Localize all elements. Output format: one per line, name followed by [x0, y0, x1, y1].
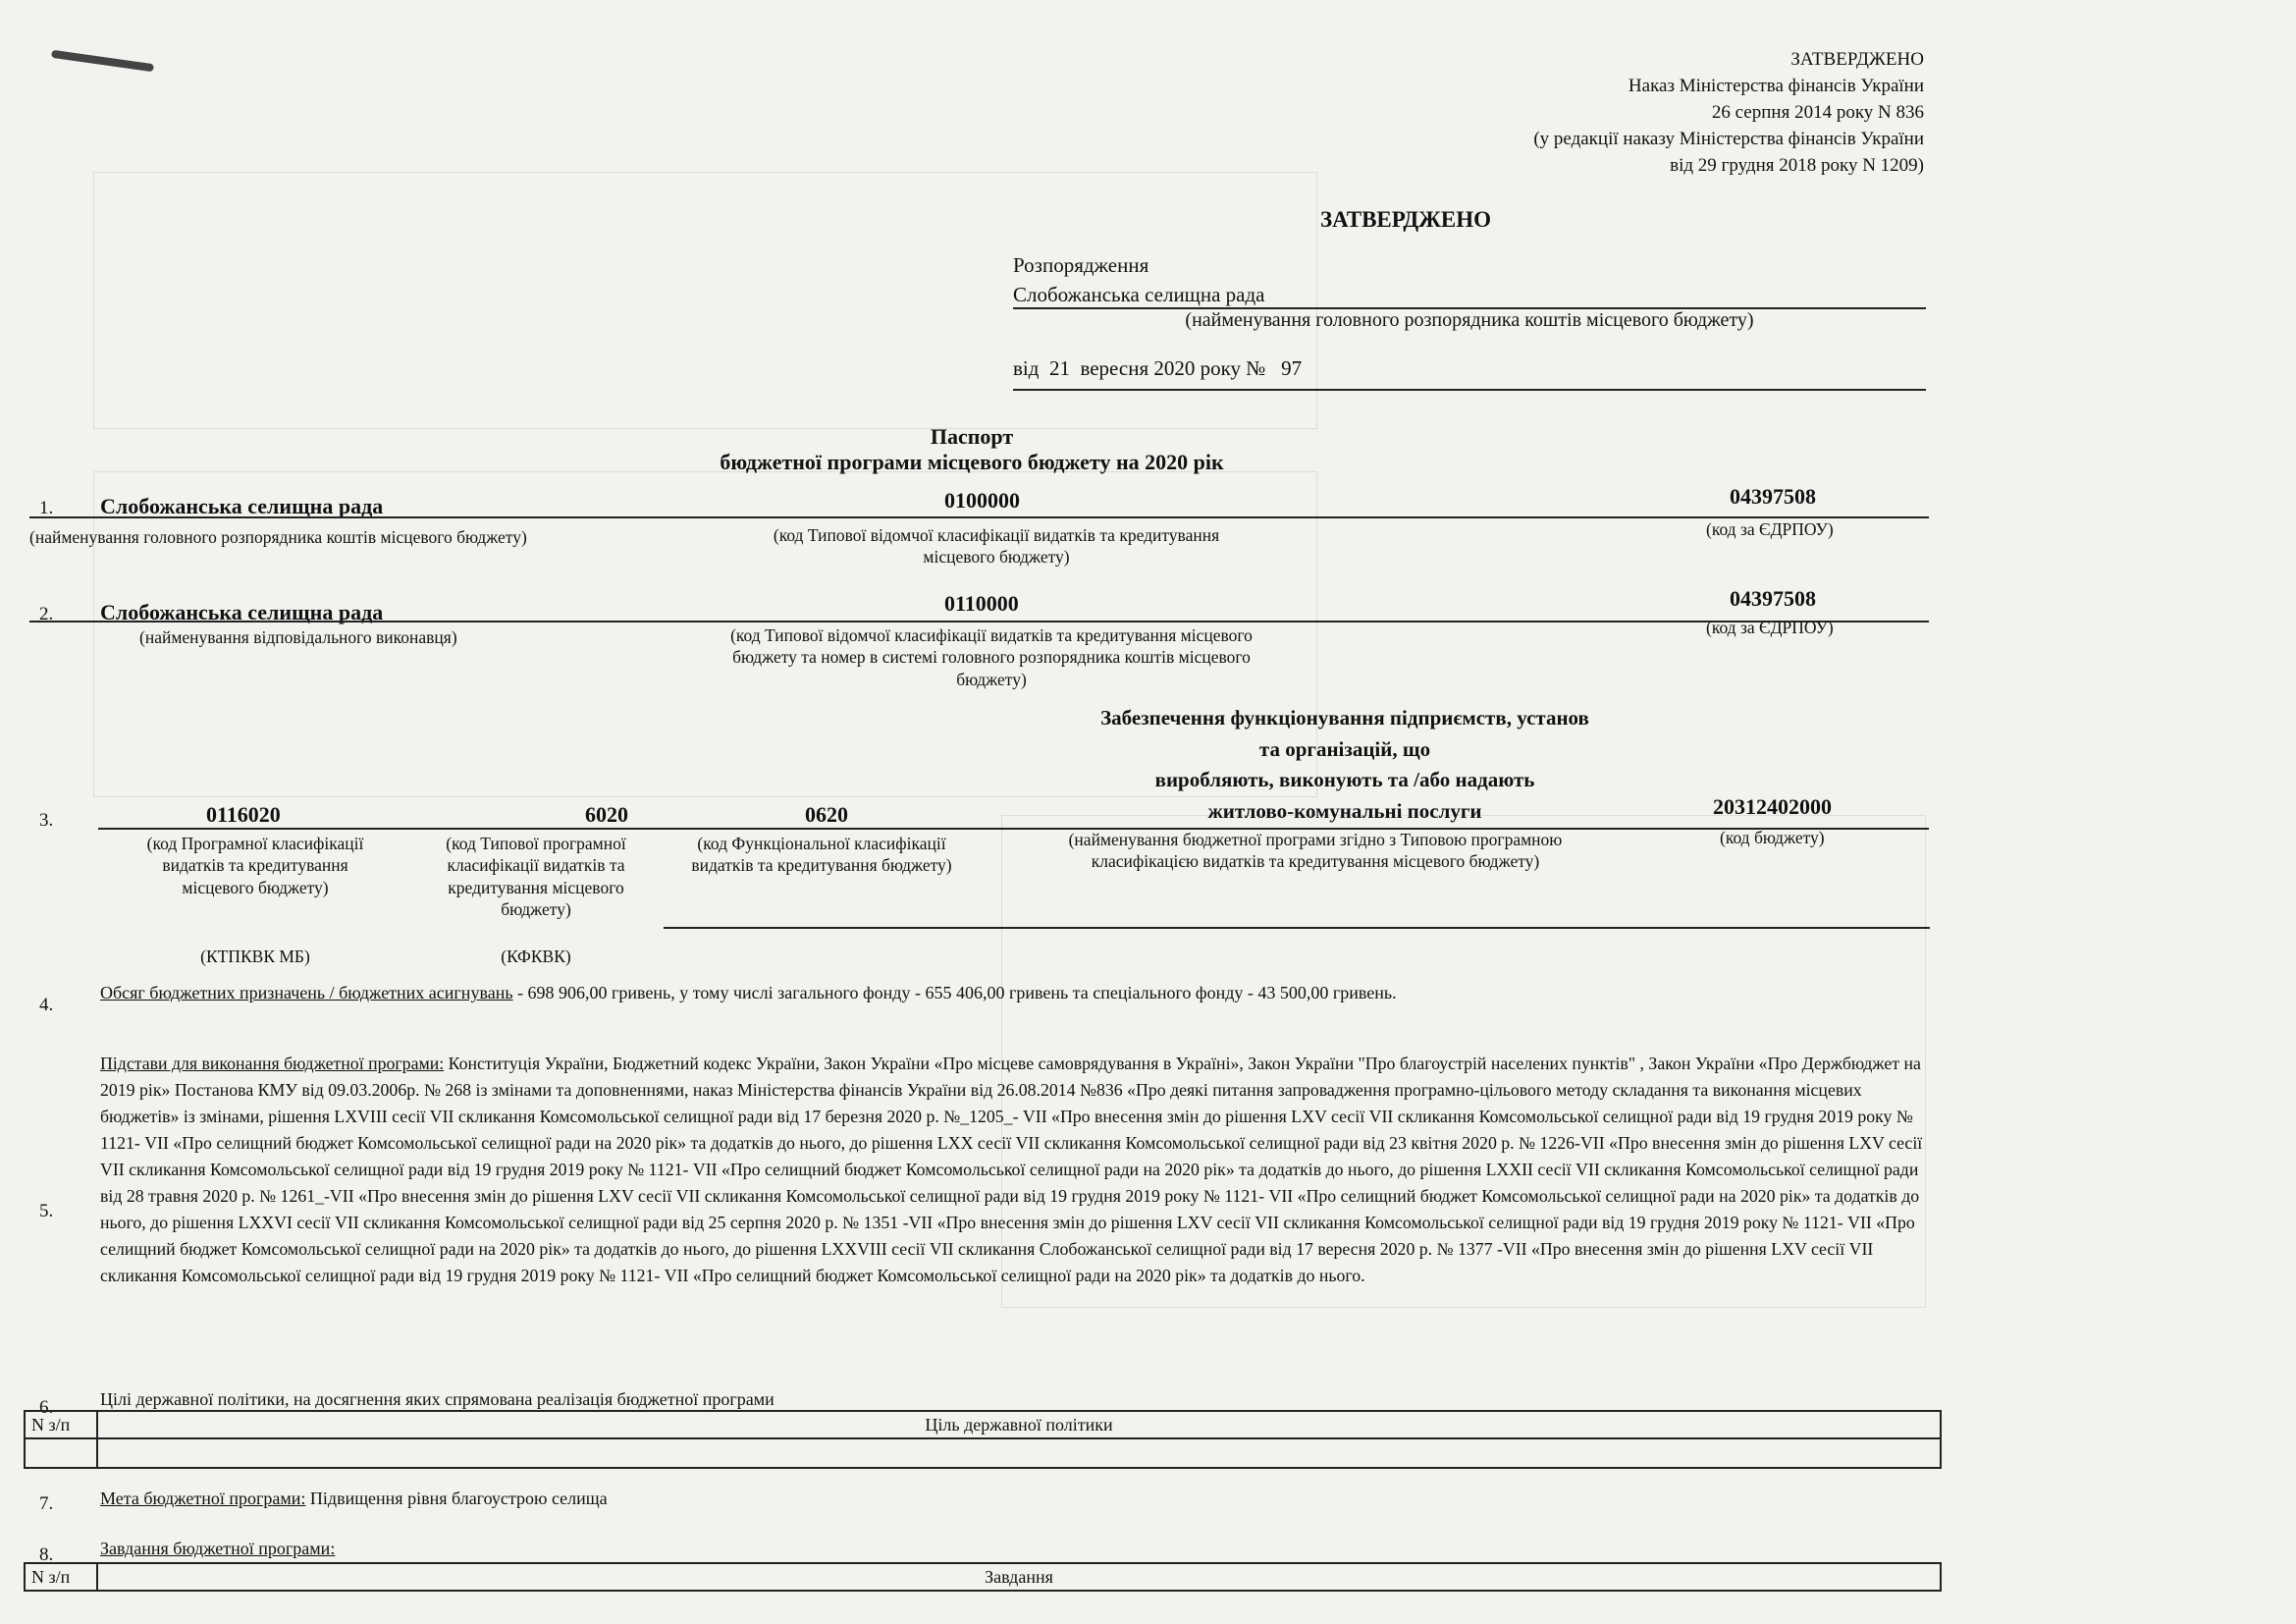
caption-line: (код Програмної класифікації — [146, 834, 364, 853]
date-number: 97 — [1281, 356, 1303, 380]
caption-line: бюджету) — [501, 899, 571, 920]
approval-line: (у редакції наказу Міністерства фінансів України — [1533, 128, 1924, 149]
tasks-col-num: N з/п — [25, 1563, 97, 1591]
row2-edrpou: 04397508 — [1730, 586, 1816, 611]
table-row — [25, 1411, 1941, 1438]
caption-line: (найменування бюджетної програми згідно з Типовою програмною — [1068, 830, 1563, 849]
caption-line: (код Функціональної класифікації — [697, 834, 946, 853]
row-number: 3. — [39, 810, 54, 831]
row2-name-caption: (найменування відповідального виконавця) — [139, 627, 457, 647]
approved-org-caption: (найменування головного розпорядника коштів місцевого бюджету) — [1185, 309, 1754, 331]
goals-col-goal: Ціль державної політики — [97, 1411, 1941, 1438]
row-number: 6. — [39, 1397, 54, 1418]
row6-label: Цілі державної політики, на досягнення яких спрямована реалізація бюджетної програми — [100, 1389, 774, 1409]
caption-line: (код Типової відомчої класифікації видатків та кредитування місцевого — [730, 625, 1253, 645]
date-prefix: від — [1013, 356, 1040, 380]
row3-tpkvk: 6020 — [585, 802, 628, 827]
divider — [664, 927, 1930, 929]
row1-edrpou-caption: (код за ЄДРПОУ) — [1706, 519, 1834, 539]
row-number: 4. — [39, 995, 54, 1015]
row4-label: Обсяг бюджетних призначень / бюджетних асигнувань — [100, 983, 513, 1002]
row1-edrpou: 04397508 — [1730, 484, 1816, 509]
caption-line: класифікацією видатків та кредитування місцевого бюджету) — [1091, 851, 1540, 872]
approval-line: 26 серпня 2014 року N 836 — [1711, 101, 1924, 123]
approval-line: від 29 грудня 2018 року N 1209) — [1670, 154, 1924, 176]
row3-ktpkvk-abbr: (КТПКВК МБ) — [200, 947, 310, 966]
row-number: 1. — [39, 498, 54, 518]
caption-line: (код Типової програмної — [446, 834, 626, 853]
tasks-col-task: Завдання — [97, 1563, 1941, 1591]
caption-line: (код Типової відомчої класифікації видатків та кредитування — [773, 525, 1220, 545]
row-number: 8. — [39, 1544, 54, 1565]
row5-text: Конституція України, Бюджетний кодекс України, Закон України «Про місцеве самоврядування в Україні», Закон України "Про благоустрій населених пунктів" , Закон України «Про Держбюджет на 2019 рік» Постанова КМУ від 09.03.2006р. № 268 із змінами та доповненнями, наказ Міністерства фінансів України від 26.08.2014 №836 «Про деякі питання запровадження програмно-цільового методу складання та виконання місцевих бюджетів» із змінами, рішення LXVIII сесії VII скликання Комсомольської селищної ради від 17 березня 2020 р. №_1205_- VII «Про внесення змін до рішення LXV сесії VII скликання Комсомольської селищної ради від 19 грудня 2019 року № 1121- VII «Про селищний бюджет Комсомольської селищної ради на 2020 рік» та додатків до нього, до рішення LXX сесії VII скликання Комсомольської селищної ради від 23 квітня 2020 р. № 1226-VII «Про внесення змін до рішення LXV сесії VII скликання Комсомольської селищної ради від 19 грудня 2019 року № 1121- VII «Про селищний бюджет Комсомольської селищної ради на 2020 рік» та додатків до нього, до рішення LXXII сесії VII скликання Комсомольської селищної ради від 28 травня 2020 р. № 1261_-VII «Про внесення змін до рішення LXV сесії VII скликання Комсомольської селищної ради від 19 грудня 2019 року № 1121- VII «Про селищний бюджет Комсомольської селищної ради на 2020 рік» та додатків до нього, до рішення LXXVI сесії VII скликання Комсомольської селищної ради від 25 серпня 2020 р. № 1351 -VII «Про внесення змін до рішення LXV сесії VII скликання Комсомольської селищної ради від 19 грудня 2019 року № 1121- VII «Про селищний бюджет Комсомольської селищної ради на 2020 рік» та додатків до нього, до рішення LXXVIII сесії VII скликання Слобожанської селищної ради від 17 вересня 2020 р. № 1377 -VII «Про внесення змін до рішення LXV сесії VII скликання Комсомольської селищної ради від 19 грудня 2019 року № 1121- VII «Про селищний бюджет Комсомольської селищної ради на 2020 рік» та додатків до нього. — [100, 1054, 1923, 1286]
caption-line: бюджету та номер в системі головного розпорядника коштів місцевого — [732, 647, 1251, 668]
row3-fkvk: 0620 — [805, 802, 848, 827]
table-row — [25, 1438, 1941, 1468]
program-name-line: житлово-комунальні послуги — [1207, 798, 1482, 823]
row-number: 7. — [39, 1493, 54, 1514]
approved-org: Слобожанська селищна рада — [1013, 283, 1265, 306]
table-row — [25, 1563, 1941, 1591]
row3-tpkvk-abbr: (КФКВК) — [501, 947, 571, 966]
row2-code-caption — [667, 624, 1315, 690]
caption-line: видатків та кредитування бюджету) — [691, 855, 952, 876]
program-name-line: Забезпечення функціонування підприємств, установ — [1100, 706, 1589, 730]
passport-title: Паспорт — [930, 424, 1014, 449]
row3-name-caption — [1011, 829, 1620, 873]
passport-subtitle: бюджетної програми місцевого бюджету на 2020 рік — [720, 450, 1224, 474]
program-name-line: та організацій, що — [1258, 736, 1431, 761]
row2-code: 0110000 — [944, 591, 1019, 616]
date-day: 21 — [1048, 356, 1070, 380]
row7-content — [100, 1488, 608, 1510]
row5-content — [100, 1051, 1928, 1289]
program-name-line: виробляють, виконують та /або надають — [1154, 768, 1535, 791]
approved-doc-type: Розпорядження — [1013, 253, 1149, 277]
row3-ktpkvk: 0116020 — [206, 802, 281, 827]
divider — [29, 516, 1929, 518]
row2-edrpou-caption: (код за ЄДРПОУ) — [1706, 618, 1834, 637]
approval-block — [1041, 47, 1924, 180]
caption-line: місцевого бюджету) — [182, 877, 329, 897]
approval-line: Наказ Міністерства фінансів України — [1628, 75, 1924, 96]
approved-title: ЗАТВЕРДЖЕНО — [1320, 207, 1492, 232]
caption-line: місцевого бюджету) — [923, 547, 1070, 568]
row1-name: Слобожанська селищна рада — [100, 494, 384, 518]
row5-label: Підстави для виконання бюджетної програми: — [100, 1054, 445, 1073]
pen-stroke — [51, 50, 154, 73]
row3-budget-code-caption: (код бюджету) — [1720, 828, 1825, 847]
row1-code: 0100000 — [944, 488, 1020, 513]
row3-tpkvk-caption — [418, 833, 654, 921]
row4-text: - 698 906,00 гривень, у тому числі загального фонду - 655 406,00 гривень та спеціального фонду - 43 500,00 гривень. — [512, 983, 1397, 1002]
row2-name: Слобожанська селищна рада — [100, 600, 384, 624]
row-number: 5. — [39, 1201, 54, 1221]
row3-fkvk-caption — [660, 833, 984, 877]
goals-col-num: N з/п — [25, 1411, 97, 1438]
divider — [1013, 389, 1926, 391]
caption-line: кредитування місцевого — [448, 877, 624, 897]
row3-ktpkvk-caption — [98, 833, 412, 898]
tasks-table — [24, 1562, 1942, 1592]
row1-name-caption: (найменування головного розпорядника коштів місцевого бюджету) — [29, 527, 527, 547]
row3-budget-code: 20312402000 — [1713, 794, 1832, 819]
caption-line: видатків та кредитування — [162, 855, 348, 876]
caption-line: бюджету) — [956, 669, 1027, 689]
row1-code-caption — [677, 524, 1315, 568]
goals-cell — [97, 1438, 1941, 1468]
program-name — [1001, 703, 1688, 827]
row7-text: Підвищення рівня благоустрою селища — [305, 1489, 608, 1508]
goals-table — [24, 1410, 1942, 1469]
row4-content — [100, 982, 1397, 1004]
divider — [29, 621, 1929, 623]
row7-label: Мета бюджетної програми: — [100, 1489, 306, 1508]
row-number: 2. — [39, 604, 54, 624]
approved-date — [1013, 355, 1302, 381]
date-month-year: вересня 2020 року № — [1080, 356, 1266, 380]
goals-cell — [25, 1438, 97, 1468]
approval-line: ЗАТВЕРДЖЕНО — [1790, 49, 1924, 70]
row8-label: Завдання бюджетної програми: — [100, 1539, 336, 1558]
caption-line: класифікації видатків та — [447, 855, 625, 876]
